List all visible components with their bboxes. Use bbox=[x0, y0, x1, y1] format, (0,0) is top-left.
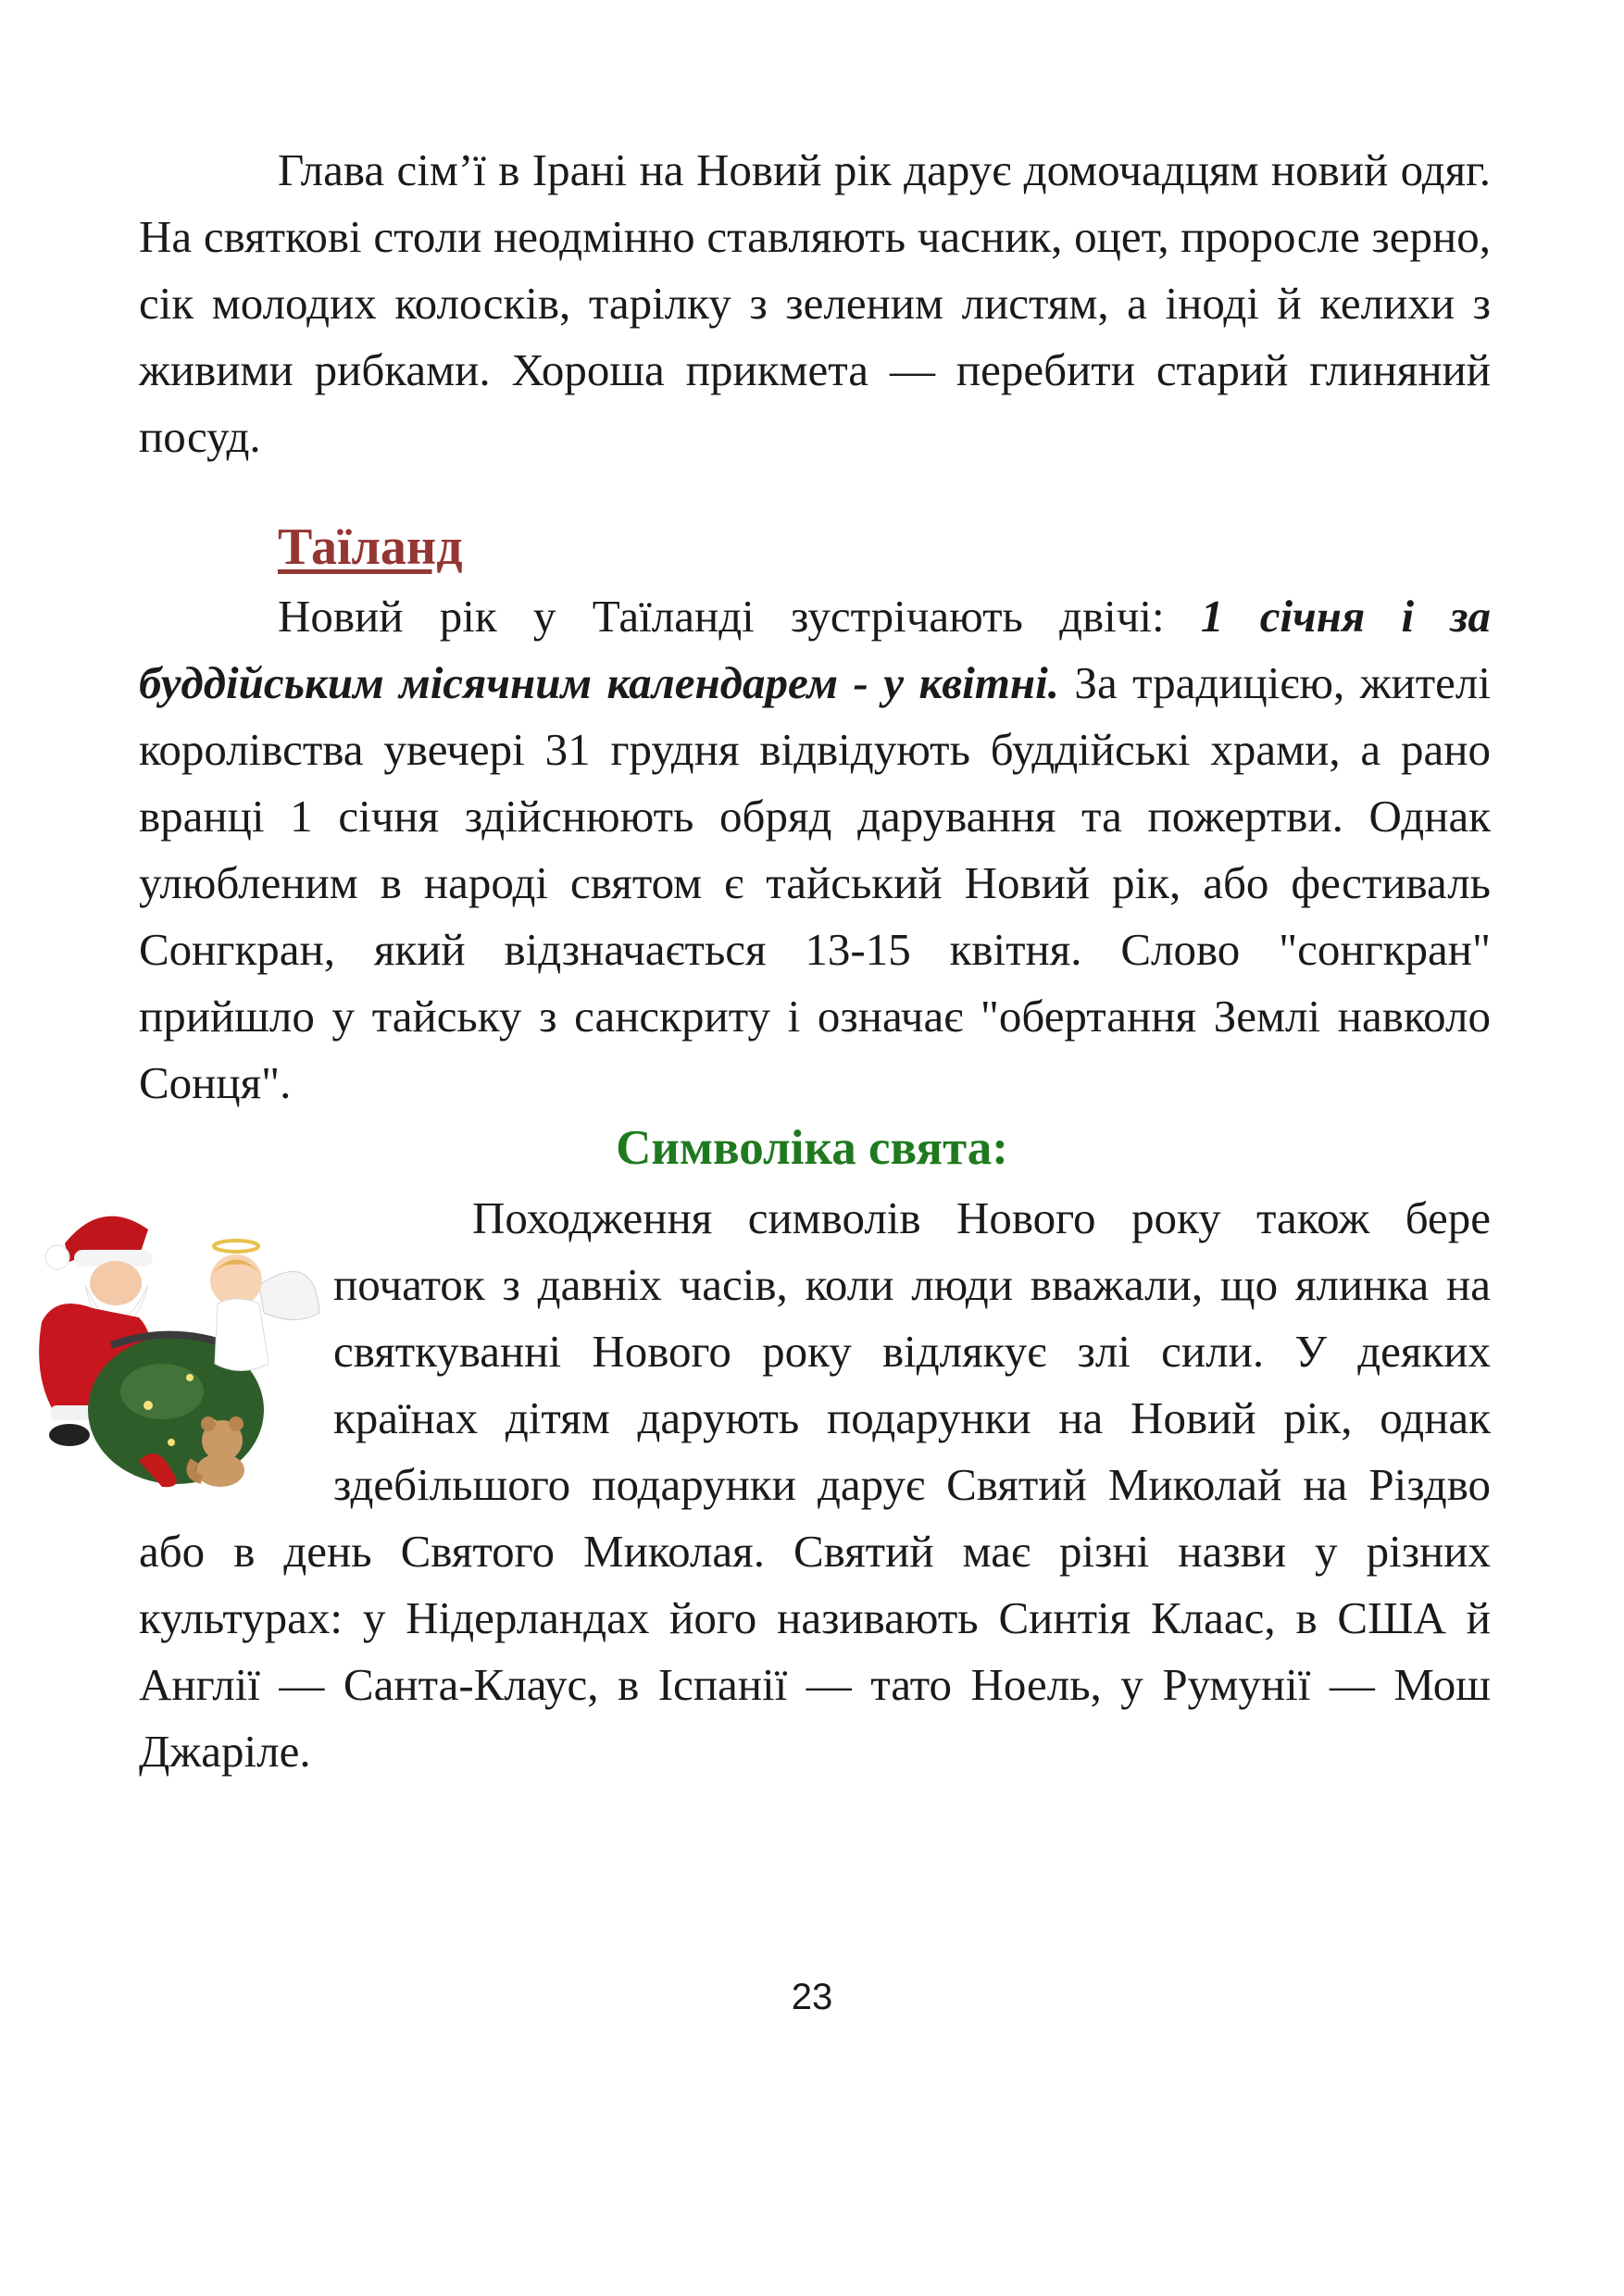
thailand-rest-text: За традицією, жителі королівства увечері 31 грудня відвідують буддійські храми, а рано вранці 1 січня здійснюють обряд дарування та пожертви. Однак улюбленим в народі святом є тайський Новий рік, або фестиваль Сонгкран, який відзначається 13-15 квітня. Слово "сонгкран" прийшло у тайську з санскриту і означає "обертання Землі навколо Сонця". bbox=[139, 657, 1491, 1108]
paragraph-iran bbox=[139, 137, 1491, 470]
paragraph-iran-text: Глава сім’ї в Ірані на Новий рік дарує домочадцям новий одяг. На святкові столи неодмінно ставляють часник, оцет, проросле зерно, сік молодих колосків, тарілку з зеленим листям, а іноді й келихи з живими рибками. Хороша прикмета — перебити старий глиняний посуд. bbox=[139, 144, 1491, 462]
heading-symbols: Символіка свята: bbox=[616, 1121, 1008, 1175]
santa-angel-gift-sack-icon bbox=[0, 1192, 333, 1498]
heading-thailand: Таїланд bbox=[278, 518, 463, 576]
paragraph-symbols bbox=[139, 1185, 1491, 1785]
page-number: 23 bbox=[791, 1977, 833, 2017]
thailand-emphasis-text: 1 січня і за буддійським місячним календарем - у квітні. bbox=[139, 591, 1491, 708]
thailand-intro-text: Новий рік у Таїланді зустрічають двічі: bbox=[278, 591, 1201, 642]
paragraph-symbols-text: Походження символів Нового року також бере початок з давніх часів, коли люди вважали, що ялинка на святкуванні Нового року відлякує злі сили. У деяких країнах дітям дарують подарунки на Новий рік, однак здебільшого подарунки дарує Святий Миколай на Різдво або в день Святого Миколая. Святий має різні назви у різних культурах: у Нідерландах його називають Синтія Клаас, в США й Англії — Санта-Клаус, в Іспанії — тато Ноель, у Румунії — Мош Джаріле. bbox=[139, 1192, 1491, 1777]
paragraph-thailand bbox=[139, 583, 1491, 1117]
